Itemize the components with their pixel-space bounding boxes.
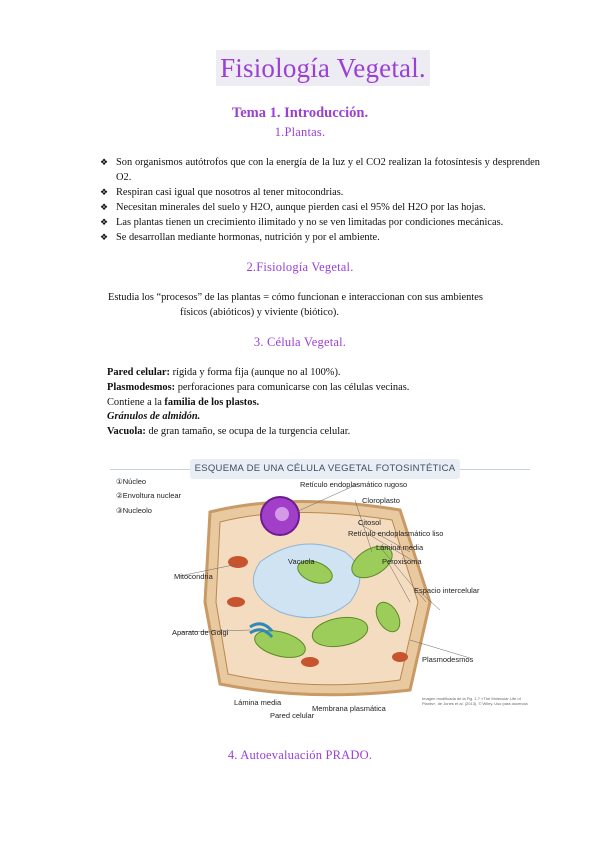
diamond-bullet-icon: ❖ [100, 217, 109, 227]
list-item: ❖ Se desarrollan mediante hormonas, nutrición y por el ambiente. [100, 232, 380, 243]
figure-credit: Imagen modificada de la Fig. 1.7 «The Molecular Life of Plants», de Jones et al. (2013). © Wiley. Uso para docencia [422, 696, 528, 706]
label-peroxisoma: Peroxisoma [382, 557, 422, 566]
label-cloroplasto: Cloroplasto [362, 496, 400, 505]
diamond-bullet-icon: ❖ [100, 157, 109, 167]
label-mitocondria: Mitocondria [174, 572, 213, 581]
nucleolus-shape [275, 507, 289, 521]
plasmodesmos-line: Plasmodesmos: perforaciones para comunicarse con las células vecinas. [107, 381, 410, 393]
legend-nucleolo: ③Nucleolo [116, 506, 152, 515]
diamond-bullet-icon: ❖ [100, 202, 109, 212]
section-fisiologia-heading: 2.Fisiología Vegetal. [246, 260, 354, 274]
section-celula-heading: 3. Célula Vegetal. [253, 335, 347, 349]
plantas-bullet-list [100, 155, 540, 245]
label-espacio-intercelular: Espacio intercelular [414, 586, 480, 595]
fisiologia-line-2: físicos (abióticos) y viviente (biótico). [180, 307, 339, 318]
label-vacuola: Vacuola [288, 557, 315, 566]
label-membrana-plasmatica: Membrana plasmática [312, 704, 386, 713]
label-reticulo-rugoso: Retículo endoplasmático rugoso [300, 480, 408, 489]
pared-line: Pared celular: rígida y forma fija (aunque no al 100%). [107, 367, 341, 378]
label-reticulo-liso: Retículo endoplasmático liso [348, 529, 444, 538]
plant-cell-figure [110, 452, 530, 724]
section-autoevaluacion-heading: 4. Autoevaluación PRADO. [227, 748, 373, 762]
granulos-line: Gránulos de almidón. [107, 411, 201, 423]
diamond-bullet-icon: ❖ [100, 187, 109, 197]
label-citosol: Citosol [358, 518, 381, 527]
mitochondrion-shape [392, 652, 408, 662]
list-item: ❖ Las plantas tienen un crecimiento ilimitado y no se ven limitadas por condiciones mecánicas. [100, 217, 504, 228]
page-title: Fisiología Vegetal. [216, 50, 430, 86]
diamond-bullet-icon: ❖ [100, 232, 109, 242]
label-lamina-media-right: Lámina media [376, 543, 424, 552]
list-item: ❖ Son organismos autótrofos que con la energía de la luz y el CO2 realizan la fotosíntesis y desprenden O2. [100, 157, 540, 183]
vacuola-line: Vacuola: de gran tamaño, se ocupa de la turgencia celular. [107, 426, 351, 438]
celula-description [107, 366, 547, 440]
tema-heading: Tema 1. Introducción. [231, 105, 369, 121]
fisiologia-paragraph [108, 290, 536, 320]
mitochondrion-shape [227, 597, 245, 607]
section-plantas-heading: 1.Plantas. [274, 125, 326, 139]
figure-caption-text: ESQUEMA DE UNA CÉLULA VEGETAL FOTOSINTÉTICA [190, 459, 460, 479]
list-item: ❖ Respiran casi igual que nosotros al tener mitocondrias. [100, 187, 344, 198]
label-plasmodesmos: Plasmodesmos [422, 655, 474, 664]
plastos-line: Contiene a la familia de los plastos. [107, 396, 260, 408]
label-pared-celular: Pared celular [270, 711, 315, 720]
legend-nucleo: ①Núcleo [116, 477, 147, 486]
fisiologia-line-1: Estudia los “procesos” de las plantas = cómo funcionan e interaccionan con sus ambientes [108, 292, 483, 303]
label-golgi: Aparato de Golgi [172, 628, 229, 637]
legend-envoltura: ②Envoltura nuclear [116, 491, 182, 500]
mitochondrion-shape [301, 657, 319, 667]
mitochondrion-shape [228, 556, 248, 568]
list-item: ❖ Necesitan minerales del suelo y H2O, aunque pierden casi el 95% del H2O por las hojas. [100, 202, 486, 213]
label-lamina-media-bottom: Lámina media [234, 698, 282, 707]
